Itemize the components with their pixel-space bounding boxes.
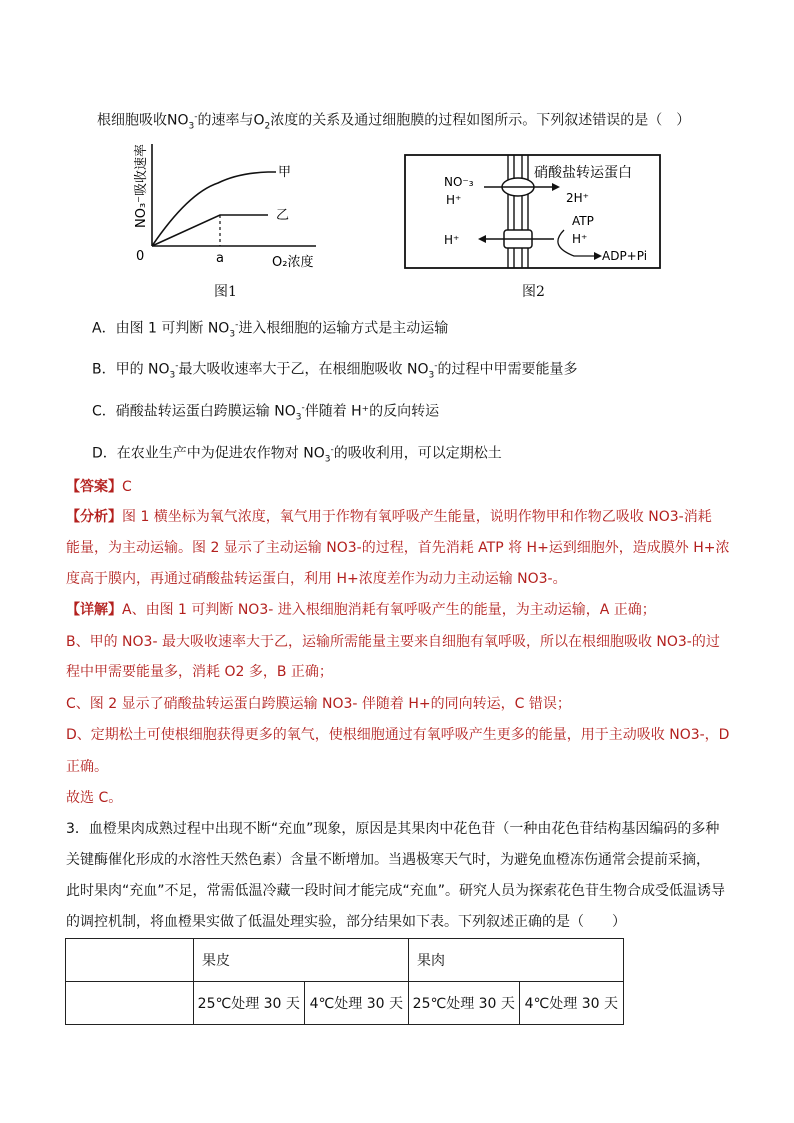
analysis-line-3: 度高于膜内，再通过硝酸盐转运蛋白，利用 H+浓度差作为动力主动运输 NO3-。 (66, 571, 567, 587)
superscript: - (330, 445, 334, 455)
option-text: 伴随着 H⁺的反向转运 (304, 403, 440, 420)
subscript: 3 (188, 121, 195, 132)
superscript: - (301, 403, 305, 413)
option-text: 的吸收利用，可以定期松土 (333, 445, 502, 462)
option-text: A．由图 1 可判断 NO (92, 320, 230, 337)
superscript: - (175, 361, 179, 371)
superscript: - (194, 112, 198, 122)
analysis-text: 图 1 横坐标为氧气浓度，氧气用于作物有氧呼吸产生能量，说明作物甲和作物乙吸收 NO3-消耗 (122, 509, 712, 525)
analysis-line-2: 能量，为主动运输。图 2 显示了主动运输 NO3-的过程，首先消耗 ATP 将 H+运到细胞外，造成膜外 H+浓 (66, 540, 730, 556)
analysis-label: 【分析】 (66, 509, 122, 525)
x-axis-label: O₂浓度 (272, 255, 314, 270)
figure1-chart (128, 138, 328, 276)
origin-label: 0 (136, 249, 145, 264)
results-table (65, 938, 624, 1025)
option-text: C．硝酸盐转运蛋白跨膜运输 NO (92, 403, 296, 420)
table-row (66, 939, 624, 982)
q3-line-3: 此时果肉“充血”不足，常需低温冷藏一段时间才能完成“充血”。研究人员为探索花色苷生物合成受低温诱导 (66, 883, 726, 899)
detail-line-5: D、定期松土可使根细胞获得更多的氧气，使根细胞通过有氧呼吸产生更多的能量，用于主动吸收 NO3-，D (66, 727, 730, 743)
stem-part: 浓度的关系及通过细胞膜的过程如图所示。下列叙述错误的是（ ） (270, 112, 691, 129)
q3-line-2: 关键酶催化形成的水溶性天然色素）含量不断增加。当遇极寒天气时，为避免血橙冻伤通常会提前采摘， (66, 852, 710, 868)
answer-value: C (122, 479, 132, 495)
table-header-pulp: 果肉 (409, 939, 624, 982)
table-row (66, 982, 624, 1025)
stem-part: 的速率与O (197, 112, 265, 129)
subscript: 3 (229, 329, 236, 340)
table-cell: 25℃处理 30 天 (409, 982, 520, 1025)
figure2-title: 硝酸盐转运蛋白 (534, 165, 632, 181)
analysis-line-1 (66, 507, 712, 527)
answer-label: 【答案】 (66, 479, 122, 495)
detail-line-4: C、图 2 显示了硝酸盐转运蛋白跨膜运输 NO3- 伴随着 H+的同向转运，C 错误； (66, 696, 571, 712)
option-text: 最大吸收速率大于乙，在根细胞吸收 NO (178, 361, 429, 378)
option-a (92, 315, 448, 344)
curve-yi (152, 215, 268, 246)
option-text: 的过程中甲需要能量多 (437, 361, 578, 378)
option-d (92, 440, 502, 469)
atp-label: ATP (572, 214, 594, 228)
superscript: - (235, 320, 239, 330)
q3-line-1: 3．血橙果肉成熟过程中出现不断“充血”现象，原因是其果肉中花色苷（一种由花色苷结构基因编码的多种 (66, 821, 720, 837)
detail-line-2: B、甲的 NO3- 最大吸收速率大于乙，运输所需能量主要来自细胞有氧呼吸，所以在根细胞吸收 NO3-的过 (66, 634, 720, 650)
option-c (92, 398, 439, 427)
table-header-peel: 果皮 (194, 939, 409, 982)
no3-label: NO⁻₃ (444, 175, 474, 189)
curve-jia (152, 172, 276, 246)
table-cell: 25℃处理 30 天 (194, 982, 305, 1025)
tick-a: a (216, 251, 224, 266)
h-top-label: H⁺ (446, 193, 462, 207)
q3-line-4: 的调控机制，将血橙果实做了低温处理实验，部分结果如下表。下列叙述正确的是（ ） (66, 914, 626, 930)
option-text: D．在农业生产中为促进农作物对 NO (92, 445, 325, 462)
question-stem: 根细胞吸收$NO_3^-$的速率与$O_2$浓度的关系及通过细胞膜的过程如图所示。下列叙述错误的是（ ） (97, 112, 691, 132)
table-cell: 4℃处理 30 天 (519, 982, 623, 1025)
figure2-diagram (404, 154, 662, 270)
figure2-caption: 图2 (522, 284, 545, 300)
label-jia: 甲 (278, 165, 292, 180)
option-b (92, 356, 577, 385)
figure1-caption: 图1 (214, 284, 237, 300)
detail-line-6: 正确。 (66, 759, 108, 775)
h-left-label: H⁺ (444, 233, 460, 247)
y-axis-label: NO₃⁻吸收速率 (134, 143, 149, 228)
subscript: 3 (428, 370, 435, 381)
label-yi: 乙 (276, 208, 290, 223)
subscript: 3 (324, 454, 331, 465)
stem-part: 根细胞吸收NO (97, 112, 189, 129)
detail-text: A、由图 1 可判断 NO3- 进入根细胞消耗有氧呼吸产生的能量，为主动运输，A 正确； (122, 602, 656, 618)
detail-label: 【详解】 (66, 602, 122, 618)
detail-line-1 (66, 600, 656, 620)
2h-label: 2H⁺ (566, 191, 589, 205)
table-cell-empty (66, 982, 194, 1025)
h-right-label: H⁺ (572, 232, 588, 246)
superscript: - (434, 361, 438, 371)
option-text: 进入根细胞的运输方式是主动运输 (238, 320, 449, 337)
table-cell-empty (66, 939, 194, 982)
table-cell: 4℃处理 30 天 (304, 982, 408, 1025)
detail-line-3: 程中甲需要能量多，消耗 O2 多，B 正确； (66, 664, 333, 680)
detail-conclusion: 故选 C。 (66, 790, 123, 806)
adp-label: ADP+Pi (602, 249, 648, 263)
option-text: B．甲的 NO (92, 361, 170, 378)
subscript: 3 (295, 412, 302, 423)
answer-line (66, 477, 132, 497)
subscript: 3 (169, 370, 176, 381)
